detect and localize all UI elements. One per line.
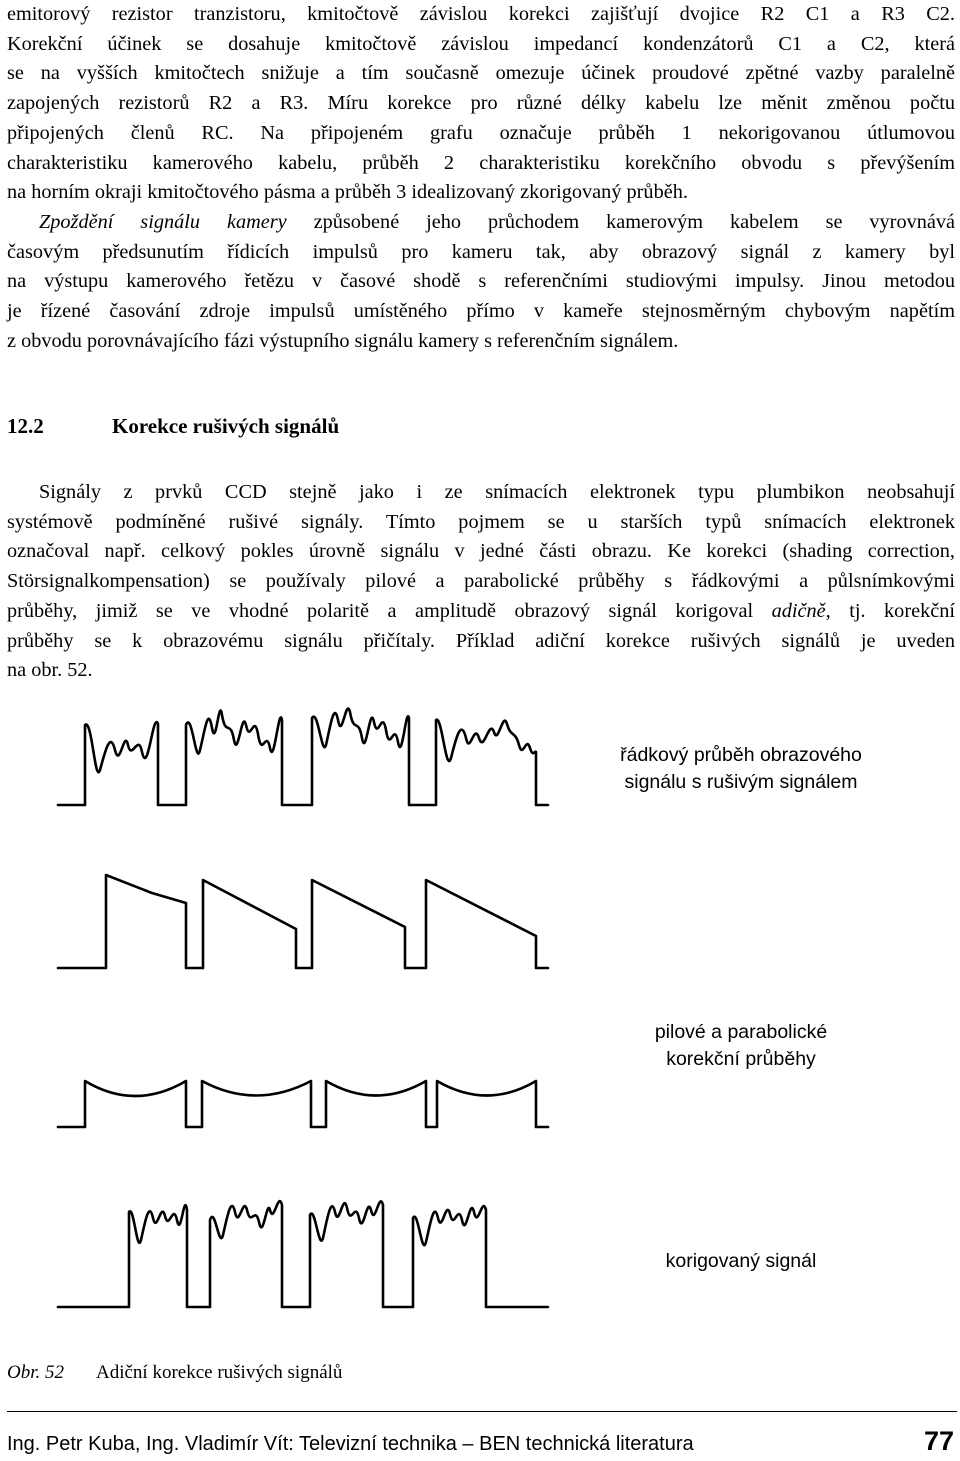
text-run: způsobené jeho průchodem kamerovým kabelem se vyrovnává — [286, 211, 956, 233]
text-line: na horním okraji kmitočtového pásma a průběh 3 idealizovaný zkorigovaný průběh. — [7, 181, 688, 204]
text-line — [7, 208, 955, 238]
text-line: systémově podmíněné rušivé signály. Tímto pojmem se u starších typů snímacích elektronek — [7, 510, 955, 533]
label-line: korigovaný signál — [665, 1250, 817, 1272]
footer-divider — [7, 1411, 957, 1412]
text-line: z obvodu porovnávajícího fázi výstupního signálu kamery s referenčním signálem. — [7, 329, 679, 352]
text-line — [7, 597, 955, 627]
text-line: průběhy se k obrazovému signálu přičítaly. Příklad adiční korekce rušivých signálů je uveden — [7, 629, 955, 652]
text-line: je řízené časování zdroje impulsů umístěného přímo v kameře stejnosměrným chybovým napětím — [7, 300, 955, 323]
waveform-sawtooth-correction — [58, 875, 548, 968]
text-run: , tj. korekční — [825, 599, 955, 622]
italic-term: adičně — [771, 599, 826, 622]
caption-text: Adiční korekce rušivých signálů — [96, 1362, 343, 1383]
paragraph-camera-delay — [7, 208, 955, 357]
text-line: Korekční účinek se dosahuje kmitočtově závislou impedancí kondenzátorů C1 a C2, která — [7, 32, 955, 55]
waveform-interfered-signal — [58, 709, 548, 805]
section-number: 12.2 — [7, 414, 44, 438]
waveform-corrected-signal — [58, 1201, 548, 1307]
text-line: zapojených rezistorů R2 a R3. Míru korekce pro různé délky kabelu lze měnit změnou počtu — [7, 92, 955, 115]
label-corrected-signal — [596, 1248, 886, 1275]
label-interfered-signal — [596, 742, 886, 796]
label-correction-waveforms — [596, 1019, 886, 1073]
text-line: charakteristiku kamerového kabelu, průběh 2 charakteristiku korekčního obvodu s převýšením — [7, 151, 955, 174]
page-number: 77 — [923, 1426, 954, 1456]
section-title: Korekce rušivých signálů — [112, 414, 340, 438]
figure-caption — [7, 1362, 343, 1384]
label-line: signálu s rušivým signálem — [624, 771, 858, 793]
text-line: na obr. 52. — [7, 659, 93, 682]
label-line: pilové a parabolické — [654, 1021, 828, 1043]
text-line: Störsignalkompensation) se používaly pilové a parabolické průběhy s řádkovými a půlsnímkovými — [7, 570, 955, 593]
text-line: Signály z prvků CCD stejně jako i ze snímacích elektronek typu plumbikon neobsahují — [39, 481, 955, 503]
waveform-parabolic-correction — [58, 1081, 548, 1127]
text-line: připojených členů RC. Na připojeném grafu označuje průběh 1 nekorigovanou útlumovou — [7, 121, 955, 144]
text-line: časovým předsunutím řídicích impulsů pro kameru tak, aby obrazový signál z kamery byl — [7, 240, 955, 263]
text-run: průběhy, jimiž se ve vhodné polaritě a amplitudě obrazový signál korigoval — [7, 599, 772, 622]
text-line: se na vyšších kmitočtech snižuje a tím současně omezuje účinek proudové zpětné vazby paralelně — [7, 62, 955, 85]
figure-number: Obr. 52 — [7, 1362, 65, 1383]
paragraph-correction-text — [7, 0, 955, 208]
text-line: označoval např. celkový pokles úrovně signálu v jedné části obrazu. Ke korekci (shading correction, — [7, 540, 955, 563]
paragraph-interference-correction — [7, 478, 955, 686]
text-line: emitorový rezistor tranzistoru, kmitočtově závislou korekci zajišťují dvojice R2 C1 a R3 C2. — [7, 3, 955, 25]
label-line: řádkový průběh obrazového — [620, 744, 862, 766]
label-line: korekční průběhy — [666, 1048, 816, 1070]
text-line: na výstupu kamerového řetězu v časové shodě s referenčními studiovými impulsy. Jinou metodou — [7, 270, 955, 293]
italic-term: Zpoždění signálu kamery — [39, 211, 287, 233]
footer-text: Ing. Petr Kuba, Ing. Vladimír Vít: Televizní technika – BEN technická literatura — [7, 1433, 694, 1455]
